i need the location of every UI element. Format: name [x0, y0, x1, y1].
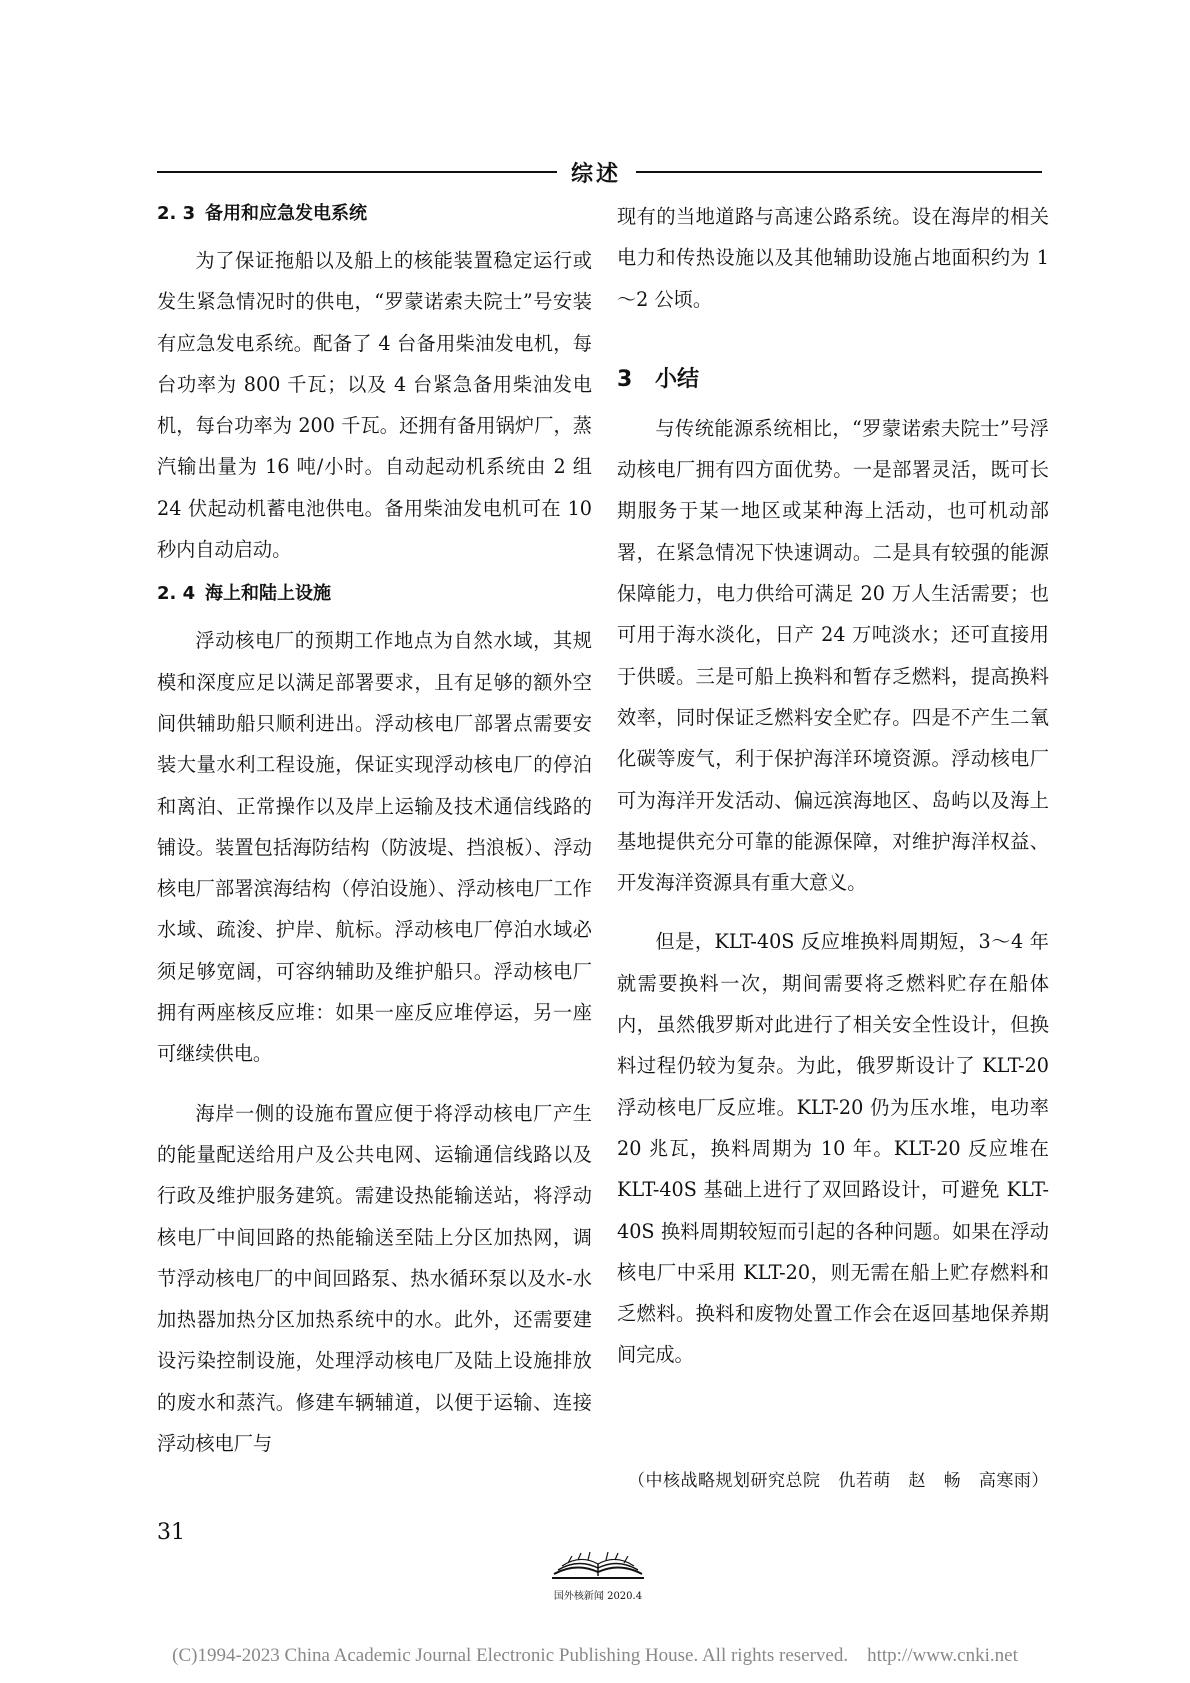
section-3-heading — [617, 358, 1049, 402]
copyright-notice: (C)1994-2023 China Academic Journal Electronic Publishing House. All rights reserved. http://www.cnki.net — [172, 1645, 1018, 1666]
book-logo-icon — [548, 1548, 648, 1582]
paragraph: 海岸一侧的设施布置应便于将浮动核电厂产生的能量配送给用户及公共电网、运输通信线路以及行政及维护服务建筑。需建设热能输送站，将浮动核电厂中间回路的热能输送至陆上分区加热网，调节浮动核电厂的中间回路泵、热水循环泵以及水-水加热器加热分区加热系统中的水。此外，还需要建设污染控制设施，处理浮动核电厂及陆上设施排放的废水和蒸汽。修建车辆辅道，以便于运输、连接浮动核电厂与 — [157, 1101, 592, 1456]
header-rule-left — [157, 171, 557, 173]
paragraph: 但是，KLT-40S 反应堆换料周期短，3～4 年就需要换料一次，期间需要将乏燃料贮存在船体内，虽然俄罗斯对此进行了相关安全性设计，但换料过程仍较为复杂。为此，俄罗斯设计了 KLT-20 浮动核电厂反应堆。KLT-20 仍为压水堆，电功率 20 兆瓦，换料周期为 10 年。KLT-20 反应堆在 KLT-40S 基础上进行了双回路设计，可避免 KLT-40S 换料周期较短而引起的各种问题。如果在浮动核电厂中采用 KLT-20，则无需在船上贮存燃料和乏燃料。换料和废物处置工作会在返回基地保养期间完成。 — [617, 930, 1049, 1367]
section-header-title: 综述 — [570, 162, 621, 187]
section-number: 2. 4 — [157, 583, 196, 605]
paragraph: 浮动核电厂的预期工作地点为自然水域，其规模和深度应足以满足部署要求，且有足够的额外空间供辅助船只顺利进出。浮动核电厂部署点需要安装大量水利工程设施，保证实现浮动核电厂的停泊和离泊、正常操作以及岸上运输及技术通信线路的铺设。装置包括海防结构（防波堤、挡浪板）、浮动核电厂部署滨海结构（停泊设施）、浮动核电厂工作水域、疏浚、护岸、航标。浮动核电厂停泊水域必须足够宽阔，可容纳辅助及维护船只。浮动核电厂拥有两座核反应堆：如果一座反应堆停运，另一座可继续供电。 — [157, 629, 592, 1066]
page-number: 31 — [157, 1520, 185, 1545]
left-column — [157, 196, 592, 1464]
paragraph-continued: 现有的当地道路与高速公路系统。设在海岸的相关电力和传热设施以及其他辅助设施占地面积约为 1～2 公顷。 — [617, 205, 1049, 311]
section-title: 海上和陆上设施 — [205, 583, 331, 605]
section-number: 2. 3 — [157, 203, 196, 224]
journal-name: 国外核新闻 2020.4 — [553, 1591, 643, 1602]
author-byline: （中核战略规划研究总院 仇若萌 赵 畅 高寒雨） — [628, 1471, 1049, 1491]
right-column — [617, 196, 1049, 1376]
section-title: 小结 — [655, 366, 700, 392]
section-number: 3 — [617, 366, 633, 392]
section-2-3-heading — [157, 196, 592, 232]
section-2-4-heading — [157, 576, 592, 612]
header-rule-right — [636, 171, 1042, 173]
section-title: 备用和应急发电系统 — [205, 203, 367, 224]
paragraph: 与传统能源系统相比，“罗蒙诺索夫院士”号浮动核电厂拥有四方面优势。一是部署灵活，既可长期服务于某一地区或某种海上活动，也可机动部署，在紧急情况下快速调动。二是具有较强的能源保障能力，电力供给可满足 20 万人生活需要；也可用于海水淡化，日产 24 万吨淡水；还可直接用于供暖。三是可船上换料和暂存乏燃料，提高换料效率，同时保证乏燃料安全贮存。四是不产生二氧化碳等废气，利于保护海洋环境资源。浮动核电厂可为海洋开发活动、偏远滨海地区、岛屿以及海上基地提供充分可靠的能源保障，对维护海洋权益、开发海洋资源具有重大意义。 — [617, 416, 1049, 895]
paragraph: 为了保证拖船以及船上的核能装置稳定运行或发生紧急情况时的供电，“罗蒙诺索夫院士”号安装有应急发电系统。配备了 4 台备用柴油发电机，每台功率为 800 千瓦；以及 4 台紧急备用柴油发电机，每台功率为 200 千瓦。还拥有备用锅炉厂，蒸汽输出量为 16 吨/小时。自动起动机系统由 2 组 24 伏起动机蓄电池供电。备用柴油发电机可在 10 秒内自动启动。 — [157, 249, 592, 562]
